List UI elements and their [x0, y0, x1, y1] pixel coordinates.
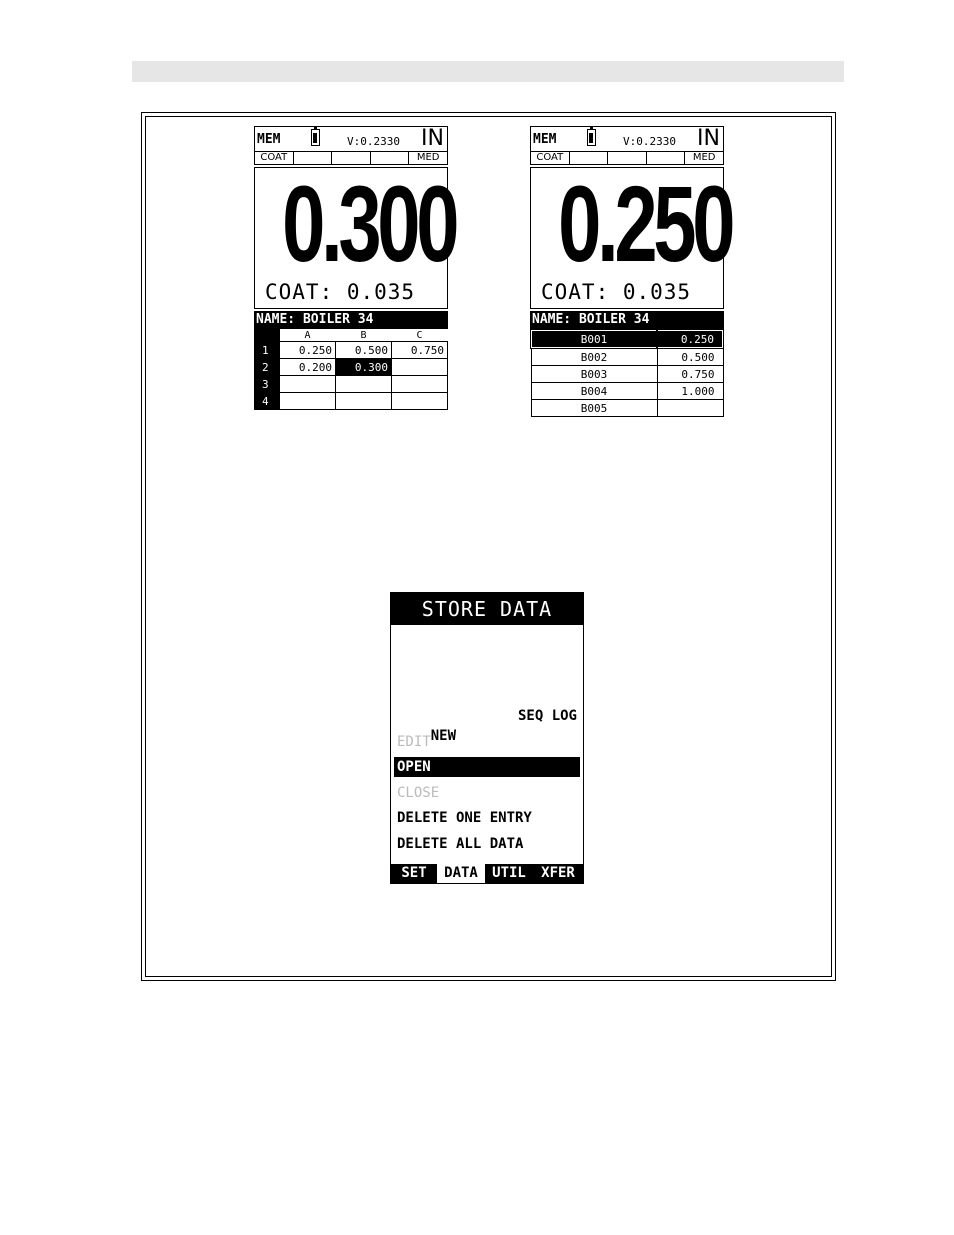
- row-header: 2: [254, 359, 280, 376]
- grid-cell-selected[interactable]: 0.300: [336, 359, 392, 376]
- row-header: 4: [254, 393, 280, 410]
- list-item[interactable]: [531, 383, 723, 400]
- menu-item-seq-log-value: SEQ LOG: [517, 708, 577, 724]
- grid-log-screen: [254, 126, 456, 418]
- tab-set[interactable]: SET: [401, 865, 427, 881]
- table-row: [254, 393, 448, 410]
- units-label: IN: [421, 126, 444, 151]
- mem-label: MEM: [257, 132, 281, 147]
- menu-item-delete-all-data[interactable]: DELETE ALL DATA: [397, 836, 524, 852]
- grid-cell[interactable]: 0.750: [392, 342, 448, 359]
- thickness-reading: 0.300: [282, 163, 456, 284]
- location-value: 0.500: [657, 348, 723, 366]
- sequence-list: [530, 329, 724, 417]
- battery-icon: [587, 129, 596, 146]
- location-id: B005: [531, 400, 657, 417]
- column-header-row: [254, 329, 448, 342]
- location-value: [657, 400, 723, 417]
- reading-panel: [254, 163, 456, 309]
- status-header: [254, 126, 448, 152]
- thickness-reading: 0.250: [558, 163, 732, 284]
- location-value: 0.250: [657, 330, 723, 348]
- grid-cell[interactable]: 0.500: [336, 342, 392, 359]
- coating-readout: COAT: 0.035: [541, 280, 692, 304]
- coat-indicator: COAT: [531, 152, 570, 164]
- store-data-menu: [390, 592, 584, 884]
- grid-cell[interactable]: [392, 359, 448, 376]
- status-header: [530, 126, 724, 152]
- location-id: B001: [531, 330, 657, 348]
- sequence-log-screen: [530, 126, 732, 418]
- velocity-readout: V:0.2330: [347, 135, 400, 148]
- table-row: [254, 359, 448, 376]
- menu-item-close[interactable]: CLOSE: [397, 785, 440, 801]
- menu-item-new-label: NEW: [430, 728, 457, 744]
- grid-cell[interactable]: 0.250: [280, 342, 336, 359]
- table-row: [254, 342, 448, 359]
- column-header: A: [280, 329, 336, 342]
- grid-cell[interactable]: [336, 376, 392, 393]
- list-item[interactable]: [531, 400, 723, 417]
- coating-readout: COAT: 0.035: [265, 280, 416, 304]
- grid-cell[interactable]: 0.200: [280, 359, 336, 376]
- grid-cell[interactable]: [280, 376, 336, 393]
- location-id: B004: [531, 383, 657, 400]
- location-value: 0.750: [657, 366, 723, 383]
- menu-item-edit[interactable]: EDIT: [397, 734, 431, 750]
- file-name-bar: NAME: BOILER 34: [530, 311, 724, 329]
- grid-cell[interactable]: [280, 393, 336, 410]
- header-bar: [132, 61, 844, 82]
- grid-cell[interactable]: [392, 393, 448, 410]
- grid-table: [254, 329, 448, 410]
- list-item[interactable]: [531, 348, 723, 366]
- column-header: C: [392, 329, 448, 342]
- coat-indicator: COAT: [255, 152, 294, 164]
- grid-cell[interactable]: [392, 376, 448, 393]
- gain-indicator: MED: [416, 152, 440, 163]
- tab-xfer[interactable]: XFER: [541, 865, 575, 881]
- battery-icon: [311, 129, 320, 146]
- location-id: B002: [531, 348, 657, 366]
- list-item[interactable]: [531, 330, 723, 348]
- list-item[interactable]: [531, 366, 723, 383]
- mem-label: MEM: [533, 132, 557, 147]
- column-header: B: [336, 329, 392, 342]
- gain-indicator: MED: [692, 152, 716, 163]
- menu-item-delete-one-entry[interactable]: DELETE ONE ENTRY: [397, 810, 532, 826]
- menu-title: STORE DATA: [391, 593, 583, 625]
- corner-cell: [254, 329, 280, 342]
- menu-item-open[interactable]: OPEN: [394, 757, 580, 777]
- file-name-bar: NAME: BOILER 34: [254, 311, 448, 329]
- tab-data[interactable]: DATA: [437, 864, 485, 883]
- row-header: 1: [254, 342, 280, 359]
- velocity-readout: V:0.2330: [623, 135, 676, 148]
- menu-tab-bar: [391, 864, 583, 883]
- location-id: B003: [531, 366, 657, 383]
- row-header: 3: [254, 376, 280, 393]
- reading-panel: [530, 163, 732, 309]
- tab-util[interactable]: UTIL: [492, 865, 526, 881]
- grid-cell[interactable]: [336, 393, 392, 410]
- table-row: [254, 376, 448, 393]
- units-label: IN: [697, 126, 720, 151]
- location-value: 1.000: [657, 383, 723, 400]
